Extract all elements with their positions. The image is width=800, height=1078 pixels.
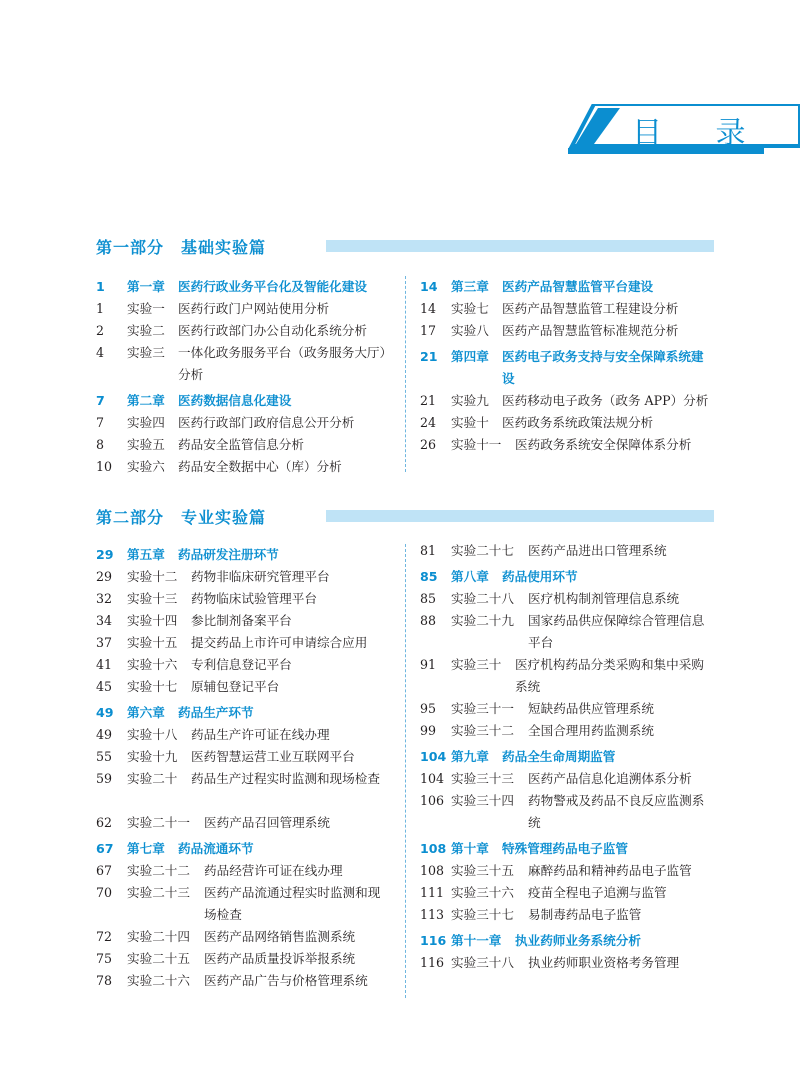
chapter-title: 药品生产环节 [178, 705, 254, 720]
page-number: 91 [420, 657, 437, 672]
page-number: 49 [96, 727, 113, 742]
experiment-title: 提交药品上市许可申请综合应用 [191, 635, 368, 650]
experiment-entry [420, 588, 720, 610]
experiment-title: 医药行政门户网站使用分析 [178, 301, 330, 316]
experiment-entry [420, 654, 720, 698]
experiment-entry [96, 320, 396, 342]
page-number: 116 [420, 955, 445, 970]
experiment-label: 实验二十八 [451, 591, 514, 606]
experiment-entry [96, 298, 396, 320]
experiment-entry [96, 970, 396, 992]
experiment-title: 易制毒药品电子监管 [528, 907, 642, 922]
experiment-entry [96, 654, 396, 676]
page-number: 29 [96, 547, 114, 562]
experiment-entry [96, 812, 396, 834]
page-number: 17 [420, 323, 437, 338]
page-number: 26 [420, 437, 437, 452]
experiment-entry [420, 698, 720, 720]
chapter-entry [96, 276, 396, 298]
experiment-label: 实验九 [451, 393, 489, 408]
chapter-title: 医药数据信息化建设 [178, 393, 292, 408]
experiment-label: 实验十 [451, 415, 489, 430]
chapter-title: 药品研发注册环节 [178, 547, 279, 562]
page-number: 116 [420, 933, 447, 948]
toc-column [96, 540, 396, 992]
page-number: 29 [96, 569, 113, 584]
page-number: 104 [420, 771, 445, 786]
experiment-label: 实验三十二 [451, 723, 514, 738]
experiment-title: 药品安全数据中心（库）分析 [178, 459, 342, 474]
page-number: 78 [96, 973, 113, 988]
experiment-label: 实验二十三 [127, 885, 190, 900]
chapter-title: 药品全生命周期监管 [502, 749, 616, 764]
chapter-entry [96, 390, 396, 412]
chapter-entry [420, 930, 720, 952]
experiment-entry [96, 882, 396, 926]
experiment-entry [96, 566, 396, 588]
experiment-label: 实验二十一 [127, 815, 190, 830]
page-number: 4 [96, 345, 105, 360]
experiment-entry [96, 632, 396, 654]
page-number: 104 [420, 749, 447, 764]
toc-column [420, 540, 720, 974]
chapter-title: 医药产品智慧监管平台建设 [502, 279, 654, 294]
experiment-label: 实验二十四 [127, 929, 190, 944]
experiment-entry [96, 456, 396, 478]
experiment-entry [420, 298, 720, 320]
chapter-label: 第七章 [127, 841, 165, 856]
experiment-title: 药物临床试验管理平台 [191, 591, 317, 606]
page-number: 55 [96, 749, 113, 764]
page-number: 41 [96, 657, 113, 672]
experiment-title: 国家药品供应保障综合管理信息平台 [528, 613, 705, 650]
experiment-title: 药物警戒及药品不良反应监测系统 [528, 793, 705, 830]
experiment-title: 执业药师职业资格考务管理 [528, 955, 680, 970]
chapter-entry [420, 346, 720, 390]
experiment-title: 一体化政务服务平台（政务服务大厅）分析 [178, 345, 386, 382]
page-number: 99 [420, 723, 437, 738]
experiment-label: 实验三十三 [451, 771, 514, 786]
experiment-label: 实验二十九 [451, 613, 514, 628]
experiment-label: 实验十二 [127, 569, 178, 584]
experiment-label: 实验十四 [127, 613, 178, 628]
experiment-label: 实验十五 [127, 635, 178, 650]
column-divider [405, 544, 406, 998]
experiment-entry [420, 952, 720, 974]
experiment-entry [96, 724, 396, 746]
chapter-label: 第五章 [127, 547, 165, 562]
experiment-title: 医药产品流通过程实时监测和现场检查 [204, 885, 381, 922]
page-number: 70 [96, 885, 113, 900]
experiment-title: 医药政务系统安全保障体系分析 [515, 437, 692, 452]
chapter-title: 医药行政业务平台化及智能化建设 [178, 279, 367, 294]
chapter-entry [96, 544, 396, 566]
experiment-title: 医疗机构药品分类采购和集中采购系统 [515, 657, 704, 694]
experiment-title: 药物非临床研究管理平台 [191, 569, 330, 584]
page-number: 85 [420, 569, 438, 584]
experiment-label: 实验三十四 [451, 793, 514, 808]
experiment-entry [96, 342, 396, 386]
chapter-label: 第十章 [451, 841, 489, 856]
experiment-title: 医药产品质量投诉举报系统 [204, 951, 356, 966]
experiment-entry [96, 926, 396, 948]
experiment-label: 实验十八 [127, 727, 178, 742]
experiment-title: 医药产品智慧监管标准规范分析 [502, 323, 679, 338]
page-number: 8 [96, 437, 105, 452]
page-number: 14 [420, 279, 438, 294]
experiment-label: 实验一 [127, 301, 165, 316]
page-number: 67 [96, 841, 114, 856]
experiment-entry [420, 790, 720, 834]
page-number: 75 [96, 951, 113, 966]
experiment-label: 实验七 [451, 301, 489, 316]
experiment-title: 短缺药品供应管理系统 [528, 701, 654, 716]
experiment-entry [96, 412, 396, 434]
experiment-label: 实验二十六 [127, 973, 190, 988]
experiment-title: 医药智慧运营工业互联网平台 [191, 749, 355, 764]
experiment-label: 实验五 [127, 437, 165, 452]
experiment-label: 实验二十五 [127, 951, 190, 966]
part-title: 第一部分 基础实验篇 [96, 238, 267, 257]
experiment-title: 原辅包登记平台 [191, 679, 280, 694]
experiment-title: 医药产品召回管理系统 [204, 815, 330, 830]
chapter-label: 第九章 [451, 749, 489, 764]
page-number: 88 [420, 613, 437, 628]
experiment-label: 实验三 [127, 345, 165, 360]
experiment-label: 实验三十八 [451, 955, 514, 970]
page-number: 21 [420, 349, 438, 364]
page-number: 111 [420, 885, 445, 900]
page-title: 目 录 [632, 116, 768, 151]
page-number: 95 [420, 701, 437, 716]
toc-column [96, 272, 396, 478]
experiment-entry [420, 540, 720, 562]
experiment-label: 实验十七 [127, 679, 178, 694]
experiment-entry [420, 434, 720, 456]
experiment-title: 参比制剂备案平台 [191, 613, 292, 628]
page-number: 2 [96, 323, 105, 338]
experiment-title: 医药产品智慧监管工程建设分析 [502, 301, 679, 316]
experiment-title: 医药产品进出口管理系统 [528, 543, 667, 558]
page-number: 7 [96, 415, 105, 430]
chapter-entry [96, 838, 396, 860]
column-divider [405, 276, 406, 472]
experiment-entry [96, 768, 396, 812]
experiment-title: 药品生产许可证在线办理 [191, 727, 330, 742]
experiment-label: 实验三十五 [451, 863, 514, 878]
page-number: 108 [420, 863, 445, 878]
experiment-label: 实验二十 [127, 771, 178, 786]
page-number: 1 [96, 279, 105, 294]
experiment-entry [420, 882, 720, 904]
experiment-title: 医药移动电子政务（政务 APP）分析 [502, 393, 709, 408]
experiment-label: 实验二十二 [127, 863, 190, 878]
page-number: 59 [96, 771, 113, 786]
chapter-label: 第四章 [451, 349, 489, 364]
part-bar [326, 510, 714, 522]
chapter-entry [420, 566, 720, 588]
chapter-label: 第三章 [451, 279, 489, 294]
experiment-title: 药品经营许可证在线办理 [204, 863, 343, 878]
experiment-title: 药品安全监管信息分析 [178, 437, 304, 452]
experiment-label: 实验十九 [127, 749, 178, 764]
chapter-entry [420, 276, 720, 298]
page-number: 113 [420, 907, 445, 922]
experiment-entry [96, 860, 396, 882]
experiment-label: 实验六 [127, 459, 165, 474]
page-number: 24 [420, 415, 437, 430]
experiment-entry [420, 720, 720, 742]
experiment-entry [96, 434, 396, 456]
chapter-label: 第二章 [127, 393, 165, 408]
experiment-title: 医疗机构制剂管理信息系统 [528, 591, 680, 606]
chapter-label: 第一章 [127, 279, 165, 294]
experiment-label: 实验二 [127, 323, 165, 338]
page-number: 10 [96, 459, 113, 474]
experiment-entry [96, 676, 396, 698]
chapter-title: 药品使用环节 [502, 569, 578, 584]
chapter-label: 第八章 [451, 569, 489, 584]
experiment-label: 实验十六 [127, 657, 178, 672]
page-number: 85 [420, 591, 437, 606]
experiment-title: 医药产品网络销售监测系统 [204, 929, 356, 944]
experiment-entry [420, 860, 720, 882]
experiment-title: 医药产品信息化追溯体系分析 [528, 771, 692, 786]
experiment-entry [96, 746, 396, 768]
experiment-title: 医药政务系统政策法规分析 [502, 415, 654, 430]
chapter-label: 第六章 [127, 705, 165, 720]
experiment-label: 实验十三 [127, 591, 178, 606]
chapter-entry [96, 702, 396, 724]
page-number: 7 [96, 393, 105, 408]
experiment-title: 专利信息登记平台 [191, 657, 292, 672]
part-bar [326, 240, 714, 252]
chapter-title: 执业药师业务系统分析 [515, 933, 641, 948]
page-number: 1 [96, 301, 105, 316]
part-title: 第二部分 专业实验篇 [96, 508, 267, 527]
experiment-entry [420, 768, 720, 790]
page-number: 72 [96, 929, 113, 944]
page-number: 81 [420, 543, 437, 558]
experiment-title: 疫苗全程电子追溯与监管 [528, 885, 667, 900]
experiment-label: 实验八 [451, 323, 489, 338]
page-number: 108 [420, 841, 447, 856]
experiment-entry [420, 320, 720, 342]
chapter-entry [420, 746, 720, 768]
page-number: 45 [96, 679, 113, 694]
experiment-label: 实验三十七 [451, 907, 514, 922]
experiment-label: 实验三十一 [451, 701, 514, 716]
experiment-entry [420, 904, 720, 926]
experiment-entry [96, 588, 396, 610]
experiment-label: 实验十一 [451, 437, 502, 452]
experiment-entry [96, 948, 396, 970]
experiment-label: 实验三十六 [451, 885, 514, 900]
page-number: 106 [420, 793, 445, 808]
chapter-entry [420, 838, 720, 860]
experiment-title: 麻醉药品和精神药品电子监管 [528, 863, 692, 878]
experiment-entry [420, 390, 720, 412]
experiment-title: 药品生产过程实时监测和现场检查 [191, 771, 380, 786]
experiment-label: 实验二十七 [451, 543, 514, 558]
experiment-title: 医药产品广告与价格管理系统 [204, 973, 368, 988]
toc-column [420, 272, 720, 456]
page-number: 14 [420, 301, 437, 316]
experiment-title: 全国合理用药监测系统 [528, 723, 654, 738]
experiment-entry [420, 412, 720, 434]
experiment-label: 实验四 [127, 415, 165, 430]
experiment-label: 实验三十 [451, 657, 502, 672]
page-number: 21 [420, 393, 437, 408]
page-number: 37 [96, 635, 113, 650]
experiment-title: 医药行政部门政府信息公开分析 [178, 415, 355, 430]
experiment-entry [96, 610, 396, 632]
page-number: 32 [96, 591, 113, 606]
page-number: 67 [96, 863, 113, 878]
experiment-entry [420, 610, 720, 654]
chapter-title: 药品流通环节 [178, 841, 254, 856]
page-number: 49 [96, 705, 114, 720]
page-number: 34 [96, 613, 113, 628]
chapter-title: 特殊管理药品电子监管 [502, 841, 628, 856]
experiment-title: 医药行政部门办公自动化系统分析 [178, 323, 367, 338]
chapter-title: 医药电子政务支持与安全保障系统建设 [502, 349, 704, 386]
chapter-label: 第十一章 [451, 933, 502, 948]
page-number: 62 [96, 815, 113, 830]
